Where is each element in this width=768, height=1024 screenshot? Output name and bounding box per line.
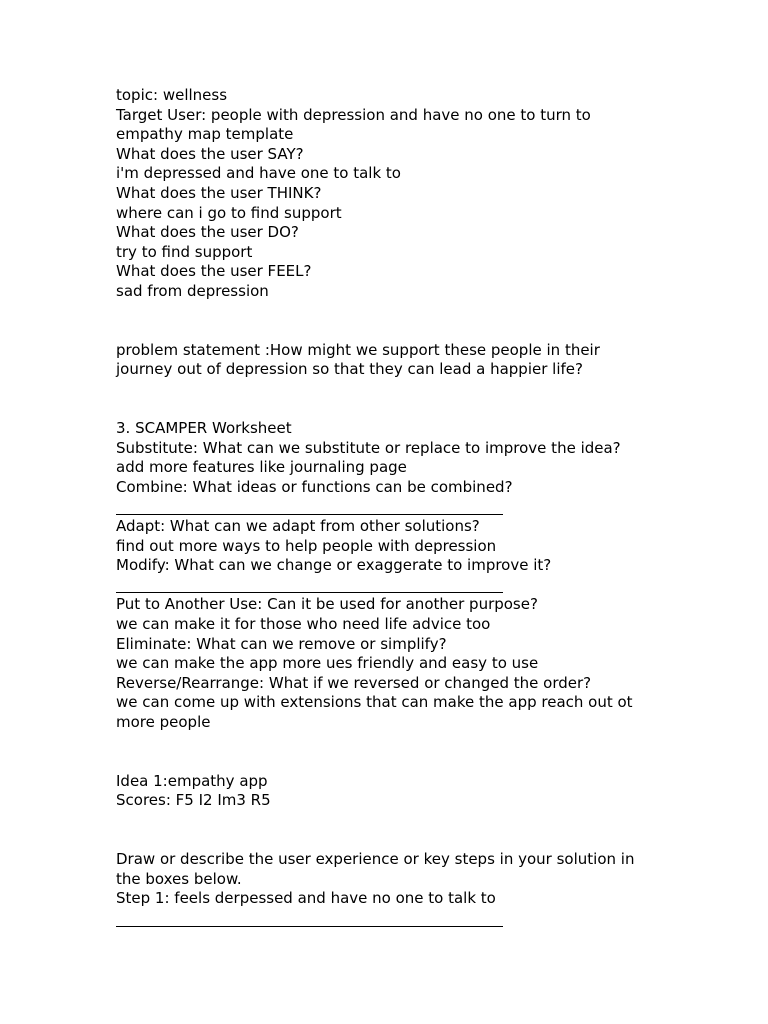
- put-to-another-use-question: Put to Another Use: Can it be used for another purpose?: [116, 595, 538, 614]
- do-answer: try to find support: [116, 242, 253, 261]
- idea-title: Idea 1:empathy app: [116, 771, 268, 790]
- experience-instruction: Draw or describe the user experience or key steps in your solution in the boxes below.: [116, 850, 635, 888]
- think-question: What does the user THINK?: [116, 183, 322, 202]
- substitute-answer: add more features like journaling page: [116, 458, 407, 477]
- feel-question: What does the user FEEL?: [116, 262, 312, 281]
- feel-answer: sad from depression: [116, 281, 269, 300]
- adapt-question: Adapt: What can we adapt from other solutions?: [116, 517, 480, 536]
- spacer: [116, 752, 676, 772]
- eliminate-question: Eliminate: What can we remove or simplify?: [116, 634, 447, 653]
- adapt-answer: find out more ways to help people with depression: [116, 536, 497, 555]
- spacer: [116, 811, 676, 831]
- substitute-question: Substitute: What can we substitute or replace to improve the idea?: [116, 438, 621, 457]
- spacer: [116, 733, 676, 753]
- combine-question: Combine: What ideas or functions can be combined?: [116, 477, 513, 496]
- empathy-map-title: empathy map template: [116, 125, 294, 144]
- put-to-another-use-answer: we can make it for those who need life advice too: [116, 615, 491, 634]
- modify-answer-blank-line: [116, 576, 503, 596]
- step-blank-line: [116, 909, 503, 929]
- eliminate-answer: we can make the app more ues friendly and easy to use: [116, 654, 539, 673]
- spacer: [116, 380, 676, 400]
- do-question: What does the user DO?: [116, 223, 299, 242]
- say-question: What does the user SAY?: [116, 144, 304, 163]
- spacer: [116, 302, 676, 322]
- say-answer: i'm depressed and have one to talk to: [116, 164, 401, 183]
- step-1: Step 1: feels derpessed and have no one to talk to: [116, 889, 496, 908]
- document-page: [116, 86, 676, 929]
- reverse-question: Reverse/Rearrange: What if we reversed or changed the order?: [116, 673, 592, 692]
- scamper-title: 3. SCAMPER Worksheet: [116, 419, 292, 438]
- think-answer: where can i go to find support: [116, 203, 342, 222]
- idea-scores: Scores: F5 I2 Im3 R5: [116, 791, 271, 810]
- topic-line: topic: wellness: [116, 86, 228, 104]
- spacer: [116, 831, 676, 851]
- modify-question: Modify: What can we change or exaggerate to improve it?: [116, 556, 552, 575]
- spacer: [116, 400, 676, 420]
- reverse-answer: we can come up with extensions that can make the app reach out ot more people: [116, 693, 633, 731]
- target-user-line: Target User: people with depression and have no one to turn to: [116, 105, 591, 124]
- spacer: [116, 321, 676, 341]
- problem-statement: problem statement :How might we support these people in their journey out of depression so that they can lead a happier life?: [116, 340, 600, 379]
- combine-answer-blank-line: [116, 497, 503, 517]
